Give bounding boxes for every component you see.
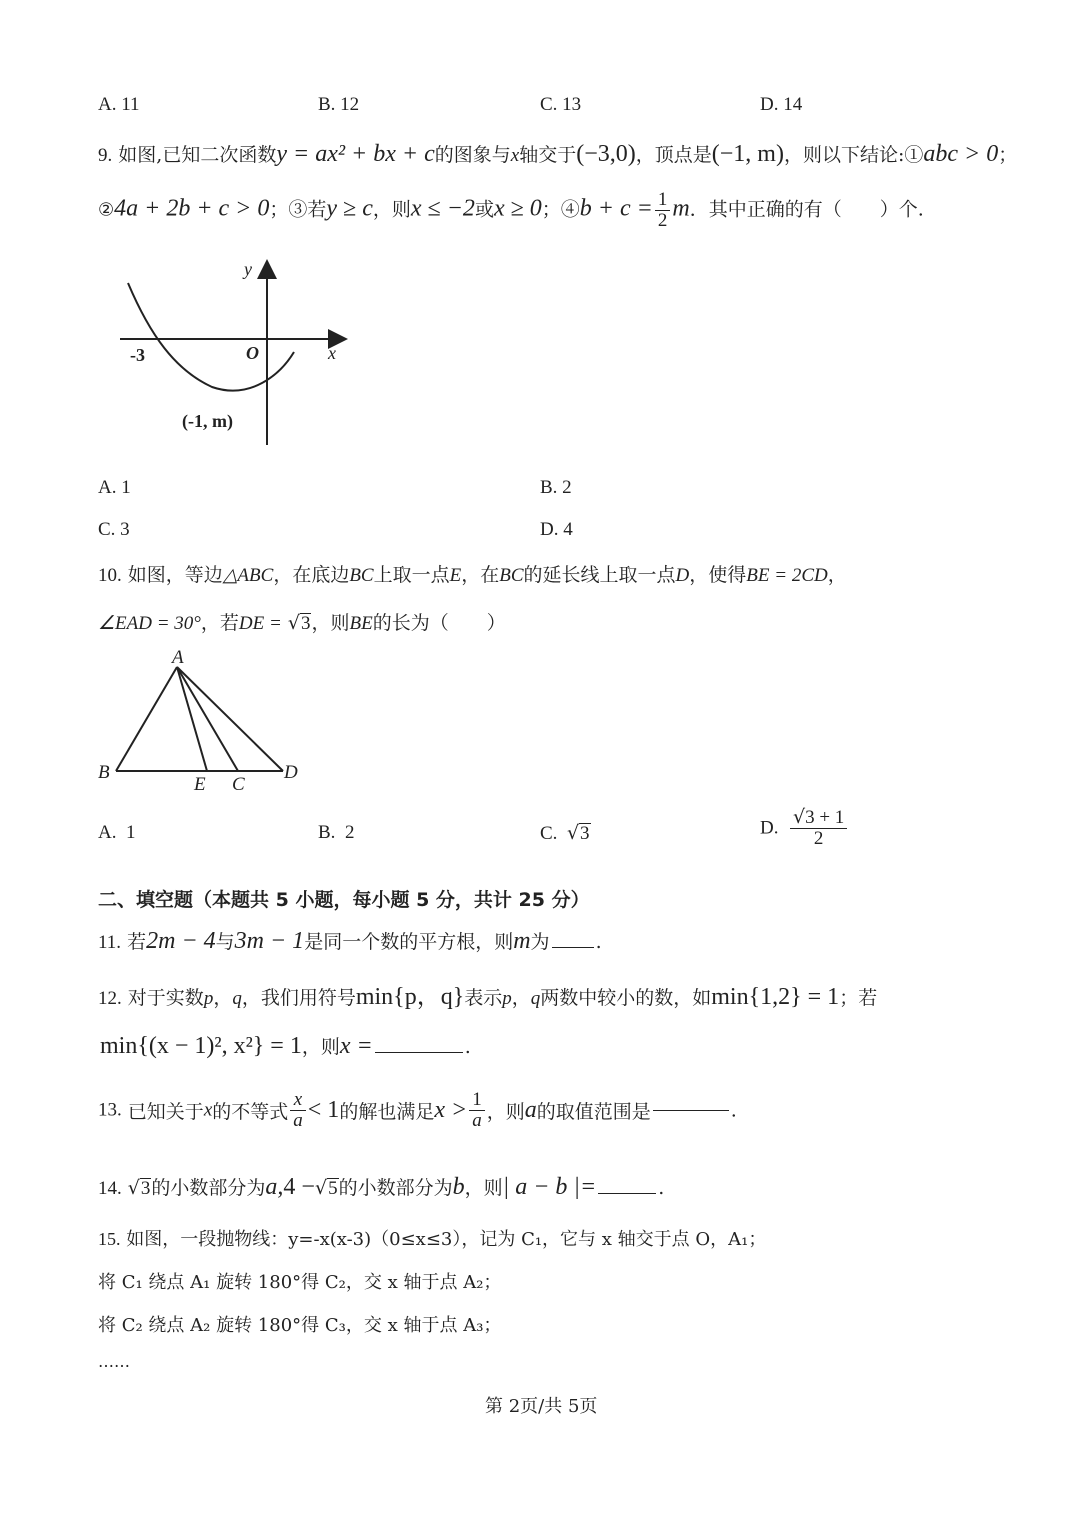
q10-opt-c-value: 3: [580, 823, 590, 844]
q10-line1: [98, 560, 847, 587]
q11-number: 11.: [98, 932, 122, 953]
q10-text: 上取一点: [373, 564, 450, 586]
q9-vertex: (−1, m): [711, 141, 784, 167]
q9-text: ．其中正确的有（ ）个.: [689, 198, 924, 221]
q10-de: DE =: [238, 613, 282, 634]
q12-end: .: [464, 1036, 471, 1058]
q9-cond-3b: x ≤ −2: [410, 195, 475, 222]
q9-option-c: C. 3: [98, 519, 130, 540]
q9-fraction: [655, 190, 671, 231]
q10-option-b: [318, 822, 354, 844]
q8-option-c: C. 13: [540, 94, 582, 115]
q9-text: 或: [474, 198, 494, 221]
q14-four-minus: 4 −: [283, 1174, 315, 1200]
q10-text: ，若: [200, 612, 239, 634]
q14-text: 的小数部分为: [338, 1177, 453, 1199]
q10-angle: ∠EAD = 30°: [98, 613, 201, 634]
q12-min-example: min{1,2} = 1: [711, 984, 840, 1010]
q10-option-a: [98, 822, 135, 844]
q10-bc: BC: [499, 565, 524, 586]
q12-text: 表示: [464, 987, 503, 1009]
q12-text: ，: [213, 987, 233, 1009]
q13-frac2-num: 1: [469, 1090, 485, 1111]
q14-sqrt5: 5: [328, 1178, 338, 1199]
q9-option-a: A. 1: [98, 477, 131, 498]
q9-line2: [98, 190, 924, 231]
q14-text: 的小数部分为: [151, 1177, 266, 1199]
q12-min-condition: min{(x − 1)², x²} = 1: [100, 1033, 302, 1059]
q10-text: 如图，等边: [127, 564, 223, 586]
q10-text: ，则: [311, 612, 350, 634]
q14-sqrt3: 3: [140, 1178, 151, 1199]
q14-answer-blank[interactable]: [598, 1193, 656, 1194]
q9-conclusion-4: b + c =: [579, 195, 653, 222]
q12-x-eq: x =: [339, 1033, 373, 1059]
q15-line4: ……: [98, 1352, 130, 1371]
q13-text: 已知关于: [127, 1100, 204, 1123]
q15-line2: 将 C₁ 绕点 A₁ 旋转 180°得 C₂，交 x 轴于点 A₂；: [98, 1272, 502, 1293]
q10-text: 的延长线上取一点: [523, 564, 676, 586]
q12-text: ；若: [839, 987, 878, 1009]
q10-text: ，在底边: [273, 564, 350, 586]
q14-end: .: [658, 1177, 665, 1199]
label-d: D: [284, 762, 298, 783]
q11-expr1: 2m − 4: [146, 928, 216, 954]
parabola-curve: [128, 283, 294, 391]
q12-number: 12.: [98, 988, 122, 1009]
q10-opt-d-denominator: 2: [813, 827, 824, 849]
q10-text: ，在: [461, 564, 500, 586]
q13-frac2-den: a: [472, 1109, 482, 1131]
q12-q: q: [232, 988, 242, 1009]
q9-line1: [98, 140, 1017, 168]
q14-abs-expr: | a − b |=: [502, 1174, 597, 1200]
q10-line2: ∠EAD = 30°，若DE = √3，则BE的长为（ ）: [98, 612, 506, 634]
q10-text: 的长为（ ）: [372, 612, 506, 634]
q10-opt-a-label: A.: [98, 822, 117, 843]
q13-text: ，则: [486, 1100, 525, 1123]
label-e: E: [194, 774, 206, 795]
q9-number: 9.: [98, 145, 113, 166]
q11-end: .: [595, 931, 602, 953]
q13-x: x: [203, 1099, 213, 1121]
q12-line1: [98, 976, 877, 1011]
q9-frac-num: 1: [655, 190, 671, 211]
q10-d: D: [675, 565, 690, 586]
q10-equation: BE = 2CD: [746, 565, 828, 586]
q13-answer-blank[interactable]: [653, 1110, 729, 1111]
q13: [98, 1090, 737, 1131]
q10-opt-d-numerator: 3 + 1: [805, 807, 845, 828]
q10-option-d: D. $\frac{√3 + 1}{2}$: [760, 808, 849, 849]
q8-option-b: B. 12: [318, 94, 360, 115]
section-2-heading: 二、填空题（本题共 5 小题，每小题 5 分，共计 25 分）: [98, 889, 590, 911]
q10-option-c: C. √3: [540, 822, 590, 844]
q11-text: 与: [215, 931, 235, 953]
q11-text: 为: [530, 931, 550, 953]
q11-text: 是同一个数的平方根，则: [304, 931, 514, 953]
q12-min-def: min{p，q}: [355, 984, 465, 1010]
q11: [98, 927, 602, 955]
q9-text: ，则: [372, 198, 411, 221]
q13-ineq2: x >: [434, 1096, 468, 1123]
q14-a: a,: [265, 1174, 284, 1200]
q14: 14. √3的小数部分为a,4 −√5的小数部分为b，则| a − b |= .: [98, 1174, 665, 1200]
q14-b: b: [452, 1174, 465, 1200]
q9-option-d: D. 4: [540, 519, 573, 540]
q12-text: ，我们用符号: [241, 987, 356, 1009]
q9-mark: ②: [98, 199, 115, 221]
q10-opt-c-label: C.: [540, 823, 558, 844]
q9-text: ；: [998, 144, 1018, 166]
q9-cond-3c: x ≥ 0: [493, 195, 542, 222]
q8-option-d: D. 14: [760, 94, 803, 115]
q10-text: ，: [827, 564, 847, 586]
page-footer: 第 2页/共 5页: [485, 1396, 598, 1417]
origin-label: O: [246, 343, 259, 363]
q12-text: 对于实数: [127, 987, 204, 1009]
y-label: y: [244, 259, 252, 279]
q10-opt-a-value: 1: [125, 822, 136, 843]
q11-expr2: 3m − 1: [234, 928, 305, 954]
q9-text: 如图,已知二次函数: [118, 144, 277, 166]
q9-parabola-figure: [100, 255, 360, 455]
q9-cond-3a: y ≥ c: [326, 195, 373, 222]
x-label: x: [328, 343, 336, 363]
q10-triangle-figure: [90, 645, 310, 795]
q13-frac1-den: a: [293, 1109, 303, 1131]
q11-text: 若: [127, 931, 147, 953]
q15-text-1: 如图，一段抛物线：y=-x(x-3)（0≤x≤3），记为 C₁，它与 x 轴交于点 O，A₁；: [126, 1229, 767, 1250]
q9-function: y = ax² + bx + c: [276, 141, 435, 167]
q13-text: 的不等式: [212, 1100, 289, 1123]
q12-text: ，: [511, 987, 531, 1009]
q9-m: m: [672, 195, 690, 222]
q13-text: 的取值范围是: [536, 1100, 651, 1123]
side-ab: [116, 667, 177, 771]
q12-text: 两数中较小的数，如: [540, 987, 712, 1009]
q13-a: a: [524, 1096, 537, 1123]
q9-intercept: (−3,0): [576, 141, 636, 167]
q10-sqrt3: 3: [300, 613, 311, 634]
q14-text: ，则: [464, 1177, 503, 1199]
q13-frac1-num: x: [290, 1090, 306, 1111]
q10-e: E: [449, 565, 462, 586]
q10-number: 10.: [98, 565, 122, 586]
q11-m: m: [513, 928, 531, 954]
q9-text: ；④: [541, 198, 580, 221]
q9-text: ，顶点是: [635, 144, 712, 166]
q10-opt-d-label: D.: [760, 817, 779, 839]
q10-opt-b-value: 2: [344, 822, 355, 843]
q9-text: 轴交于: [519, 144, 577, 166]
q10-triangle: △ABC: [222, 565, 274, 586]
q9-option-b: B. 2: [540, 477, 572, 498]
q9-frac-den: 2: [657, 209, 668, 231]
q8-option-a: A. 11: [98, 94, 140, 115]
vertex-label: (-1, m): [182, 411, 233, 431]
q12-line2: [100, 1032, 471, 1060]
label-c: C: [232, 774, 245, 795]
q15-number: 15.: [98, 1229, 121, 1249]
q12-p: p: [502, 988, 512, 1009]
q9-text: 的图象与: [434, 144, 511, 166]
q10-text: ，使得: [689, 564, 747, 586]
neg3-label: -3: [130, 345, 145, 365]
q9-conclusion-1: abc > 0: [923, 141, 999, 167]
q14-number: 14.: [98, 1178, 122, 1199]
label-a: A: [172, 647, 184, 668]
q10-opt-b-label: B.: [318, 822, 336, 843]
label-b: B: [98, 762, 110, 783]
q12-p: p: [203, 988, 214, 1009]
q13-number: 13.: [98, 1099, 122, 1121]
q13-end: .: [730, 1099, 737, 1122]
q12-q: q: [530, 988, 541, 1009]
q10-be: BE: [349, 613, 373, 634]
q9-x: x: [510, 145, 520, 166]
q12-text: ，则: [301, 1036, 340, 1058]
q15-line3: 将 C₂ 绕点 A₂ 旋转 180°得 C₃，交 x 轴于点 A₃；: [98, 1315, 502, 1336]
q15-line1: [98, 1225, 766, 1251]
q11-answer-blank[interactable]: [552, 947, 594, 948]
q10-bc: BC: [349, 565, 374, 586]
q9-text: ；③若: [269, 198, 327, 221]
q9-conclusion-2: 4a + 2b + c > 0: [114, 195, 270, 222]
q9-text: ，则以下结论:①: [783, 144, 924, 166]
q13-ineq1: < 1: [307, 1096, 340, 1123]
q13-text: 的解也满足: [339, 1100, 435, 1123]
q12-answer-blank[interactable]: [375, 1052, 463, 1053]
